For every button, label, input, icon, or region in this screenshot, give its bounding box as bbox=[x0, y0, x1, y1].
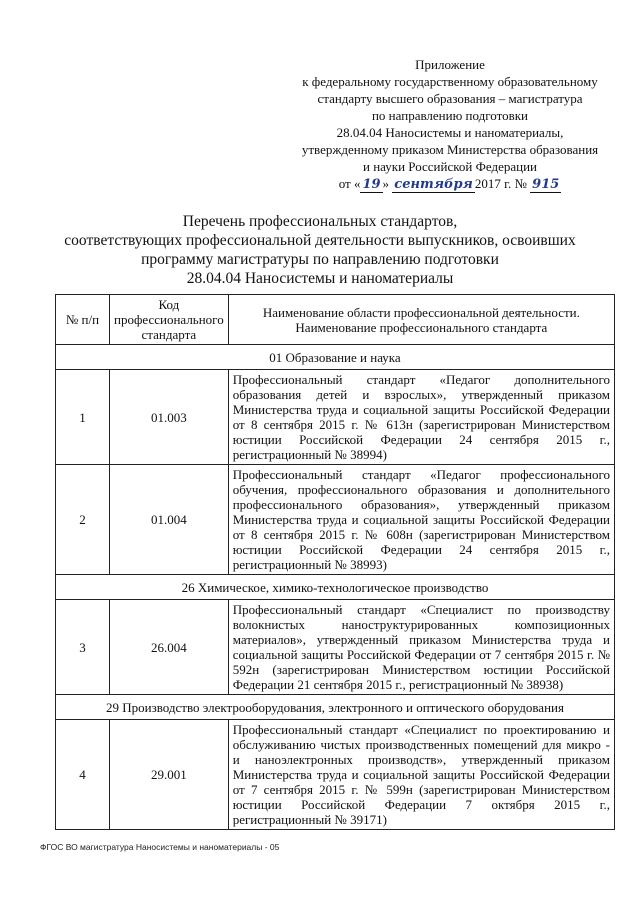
title-line: программу магистратуры по направлению подготовки bbox=[141, 251, 499, 268]
appendix-line: 28.04.04 Наносистемы и наноматериалы, bbox=[336, 125, 564, 140]
title-line: Перечень профессиональных стандартов, bbox=[182, 213, 458, 230]
handwritten-order-number: 915 bbox=[532, 177, 560, 192]
appendix-line: утвержденному приказом Министерства образования bbox=[301, 142, 599, 157]
row-code: 01.004 bbox=[110, 465, 229, 575]
appendix-line: к федеральному государственному образовательному bbox=[302, 74, 598, 89]
header-code: Код профессионального стандарта bbox=[110, 295, 229, 345]
appendix-line: и науки Российской Федерации bbox=[362, 159, 537, 174]
section-row bbox=[56, 575, 615, 600]
row-text: Профессиональный стандарт «Педагог профессионального обучения, профессионального образования и дополнительного профессионального образования», утвержденный приказом Министерства труда и социальной защиты Российской Федерации от 8 сентября 2015 г. № 608н (зарегистрирован Министерством юстиции Российской Федерации 24 сентября 2015 г., регистрационный № 38993) bbox=[228, 465, 614, 575]
section-title: 01 Образование и наука bbox=[56, 345, 615, 370]
table-row bbox=[56, 600, 615, 695]
table-row bbox=[56, 370, 615, 465]
header-name: Наименование области профессиональной деятельности. Наименование профессионального стандарта bbox=[228, 295, 614, 345]
standards-table bbox=[55, 294, 615, 830]
row-code: 29.001 bbox=[110, 720, 229, 830]
table-row bbox=[56, 465, 615, 575]
handwritten-month: сентября bbox=[394, 177, 473, 192]
row-text: Профессиональный стандарт «Специалист по производству волокнистых наноструктурированных композиционных материалов», утвержденный приказом Министерства труда и социальной защиты Российской Федерации от 7 сентября 2015 г. № 592н (зарегистрирован Министерством юстиции Российской Федерации 21 сентября 2015 г., регистрационный № 38938) bbox=[228, 600, 614, 695]
document-title bbox=[40, 212, 600, 288]
section-title: 29 Производство электрооборудования, электронного и оптического оборудования bbox=[56, 695, 615, 720]
row-num: 1 bbox=[56, 370, 110, 465]
section-row bbox=[56, 695, 615, 720]
title-line: соответствующих профессиональной деятельности выпускников, освоивших bbox=[64, 232, 576, 249]
section-row bbox=[56, 345, 615, 370]
row-text: Профессиональный стандарт «Педагог дополнительного образования детей и взрослых», утвержденный приказом Министерства труда и социальной защиты Российской Федерации от 8 сентября 2015 г. № 613н (зарегистрирован Министерством юстиции Российской Федерации 24 сентября 2015 г., регистрационный № 38994) bbox=[228, 370, 614, 465]
row-text: Профессиональный стандарт «Специалист по проектированию и обслуживанию чистых производственных помещений для микро - и наноэлектронных производств», утвержденный приказом Министерства труда и социальной защиты Российской Федерации от 7 сентября 2015 г. № 599н (зарегистрирован Министерством юстиции Российской Федерации 7 октября 2015 г., регистрационный № 39171) bbox=[228, 720, 614, 830]
date-prefix: от « bbox=[338, 176, 361, 191]
appendix-line: стандарту высшего образования – магистратура bbox=[317, 91, 583, 106]
row-code: 26.004 bbox=[110, 600, 229, 695]
header-num: № п/п bbox=[56, 295, 110, 345]
table-header-row bbox=[56, 295, 615, 345]
row-num: 3 bbox=[56, 600, 110, 695]
row-code: 01.003 bbox=[110, 370, 229, 465]
section-title: 26 Химическое, химико-технологическое производство bbox=[56, 575, 615, 600]
handwritten-day: 19 bbox=[362, 177, 381, 192]
appendix-line: по направлению подготовки bbox=[371, 108, 529, 123]
row-num: 2 bbox=[56, 465, 110, 575]
title-line: 28.04.04 Наносистемы и наноматериалы bbox=[186, 270, 454, 287]
date-year: 2017 г. № bbox=[474, 176, 527, 191]
order-date-line: от « 19 » сентября 2017 г. № 915 bbox=[338, 176, 560, 192]
row-num: 4 bbox=[56, 720, 110, 830]
page-footer: ФГОС ВО магистратура Наносистемы и наноматериалы - 05 bbox=[40, 842, 280, 852]
appendix-line: Приложение bbox=[415, 57, 485, 72]
table-row bbox=[56, 720, 615, 830]
appendix-block bbox=[290, 56, 610, 193]
